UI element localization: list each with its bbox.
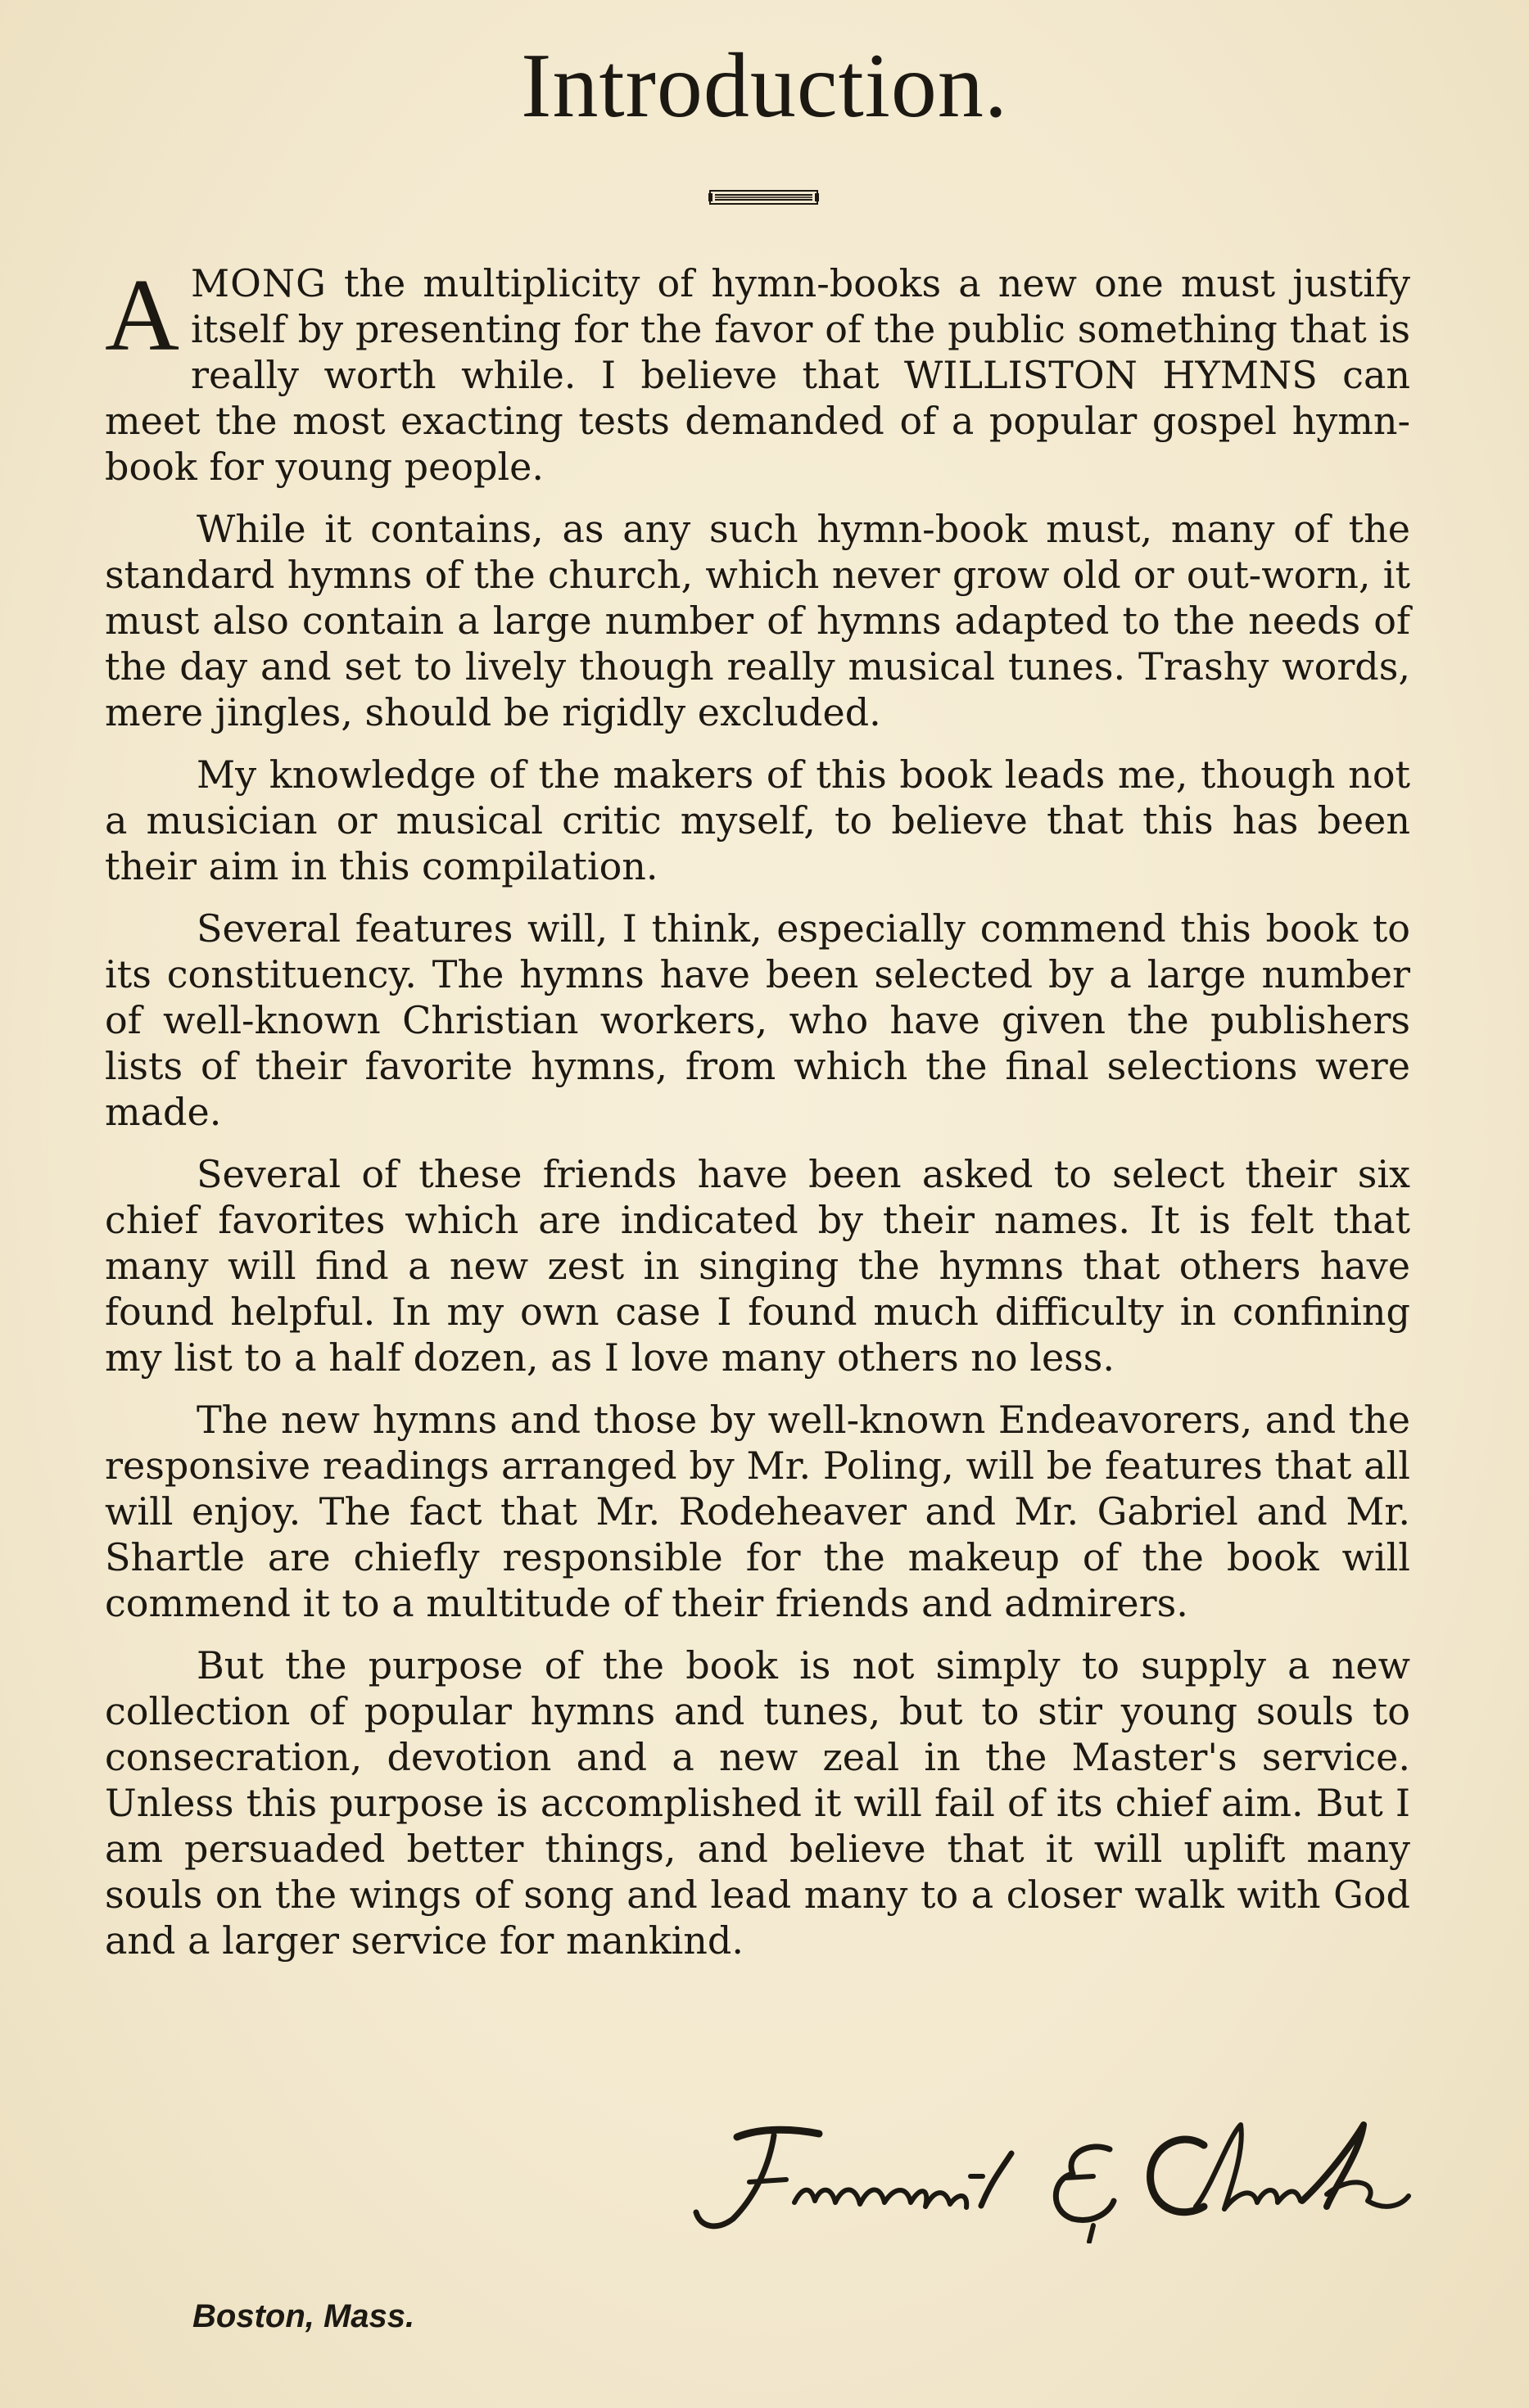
intro-paragraph [105,260,1410,490]
intro-lead-word: MONG [191,261,327,305]
drop-cap: A [105,259,179,373]
intro-paragraph-text: the multiplicity of hymn-books a new one must justify itself by presenting for the favor of the public something that is really worth while. I believe that WILLISTON HYMNS can meet the most exacting tests demanded of a popular gospel hymn-book for young people. [105,261,1410,489]
ornamental-rule-icon [708,188,819,206]
paragraph-purpose: But the purpose of the book is not simply to supply a new collection of popular hymns and tunes, but to stir young souls to consecration, devotion and a new zeal in the Master's service. Unless this purpose is accomplished it will fail of its chief aim. But I am persuaded better things, and believe that it will uplift many souls on the wings of song and lead many to a closer walk with God and a larger service for mankind. [105,1643,1410,1963]
paragraph-features: Several features will, I think, especially commend this book to its constituency. The hymns have been selected by a large number of well-known Christian workers, who have given the publishers lists of their favorite hymns, from which the final selections were made. [105,906,1410,1134]
paragraph-standard-hymns: While it contains, as any such hymn-book must, many of the standard hymns of the church, which never grow old or out-worn, it must also contain a large number of hymns adapted to the needs of the day and set to lively though really musical tunes. Trashy words, mere jingles, should be rigidly excluded. [105,507,1410,734]
paragraph-new-hymns: The new hymns and those by well-known Endeavorers, and the responsive readings arranged by Mr. Poling, will be features that all will enjoy. The fact that Mr. Rodeheaver and Mr. Gabriel and Mr. Shartle are chiefly responsible for the makeup of the book will commend it to a multitude of their friends and admirers. [105,1398,1410,1625]
page-title: Introduction. [521,35,1008,137]
paragraph-favorites: Several of these friends have been asked to select their six chief favorites which are indicated by their names. It is felt that many will find a new zest in singing the hymns that others have found helpful. In my own case I found much difficulty in confining my list to a half dozen, as I love many others no less. [105,1152,1410,1380]
handwritten-signature [680,2104,1417,2243]
place-line: Boston, Mass. [192,2298,415,2334]
introduction-body [105,260,1410,1980]
paragraph-makers-aim: My knowledge of the makers of this book leads me, though not a musician or musical critic myself, to believe that this has been their aim in this compilation. [105,752,1410,888]
